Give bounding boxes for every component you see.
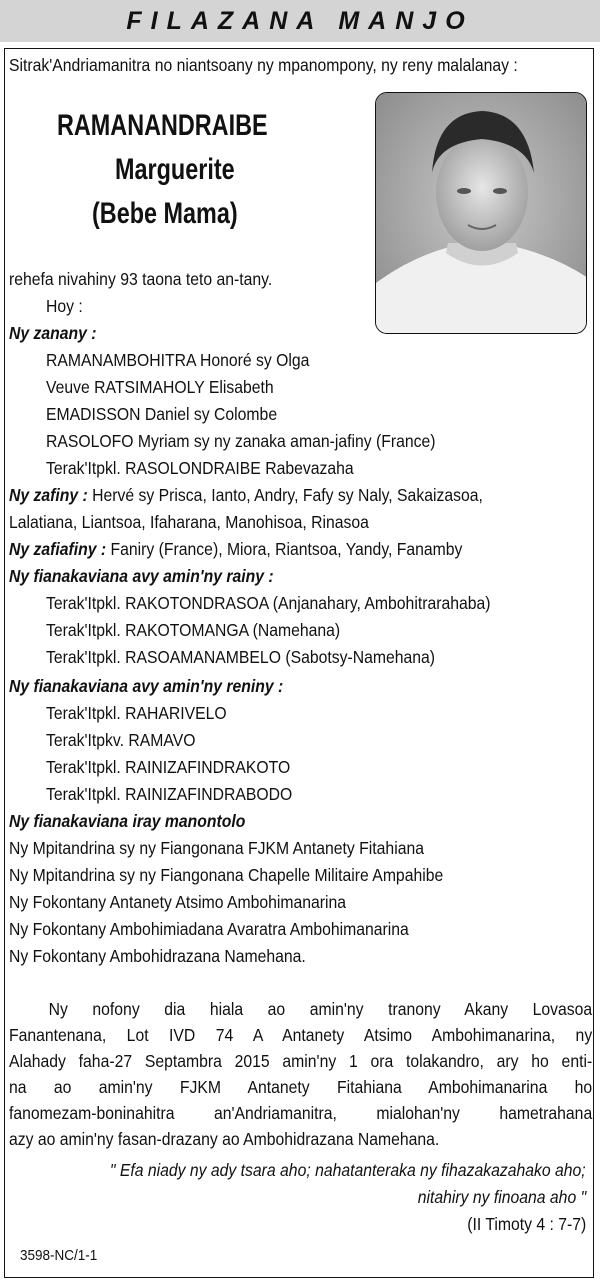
age-line: rehefa nivahiny 93 taona teto an-tany. (9, 269, 273, 289)
zanany-label: Ny zanany : (9, 323, 97, 343)
zafiafiny-label: Ny zafiafiny : (9, 539, 107, 559)
verse-line-2: nitahiry ny finoana aho " (417, 1187, 586, 1207)
other-item: Ny Mpitandrina sy ny Fiangonana FJKM Antanety Fitahiana (9, 838, 424, 858)
zafiny-label: Ny zafiny : (9, 485, 88, 505)
announcement-line: Fanantenana, Lot IVD 74 A Antanety Atsimo Ambohimanarina, ny (9, 1025, 593, 1045)
verse-reference: (II Timoty 4 : 7-7) (466, 1214, 586, 1234)
other-item: Ny Mpitandrina sy ny Fiangonana Chapelle Militaire Ampahibe (9, 865, 444, 885)
rainy-label: Ny fianakaviana avy amin'ny rainy : (9, 566, 274, 586)
zanany-item: RAMANAMBOHITRA Honoré sy Olga (46, 350, 310, 370)
zafiafiny-names: Faniry (France), Miora, Riantsoa, Yandy, Fanamby (110, 539, 463, 559)
reniny-item: Terak'Itpkl. RAINIZAFINDRAKOTO (46, 757, 291, 777)
zafiny-names-cont: Lalatiana, Liantsoa, Ifaharana, Manohisoa, Rinasoa (9, 512, 369, 532)
reniny-item: Terak'Itpkl. RAHARIVELO (46, 703, 227, 723)
rainy-item: Terak'Itpkl. RASOAMANAMBELO (Sabotsy-Namehana) (46, 647, 436, 667)
announcement-line: Ny nofony dia hiala ao amin'ny tranony Akany Lovasoa (48, 999, 593, 1019)
reniny-item: Terak'Itpkv. RAMAVO (46, 730, 196, 750)
zafiafiny-line (9, 536, 462, 562)
iray-label: Ny fianakaviana iray manontolo (9, 811, 246, 831)
intro-text: Sitrak'Andriamanitra no niantsoany ny mpanompony, ny reny malalanay : (9, 55, 518, 75)
header-title: FILAZANA MANJO (126, 7, 474, 35)
deceased-photo (375, 92, 587, 334)
zanany-item: EMADISSON Daniel sy Colombe (46, 404, 278, 424)
zanany-item: Terak'Itpkl. RASOLONDRAIBE Rabevazaha (46, 458, 354, 478)
other-item: Ny Fokontany Ambohimiadana Avaratra Ambohimanarina (9, 919, 409, 939)
header-bar (0, 0, 600, 42)
other-item: Ny Fokontany Antanety Atsimo Ambohimanarina (9, 892, 347, 912)
reference-code: 3598-NC/1-1 (20, 1247, 98, 1264)
rainy-item: Terak'Itpkl. RAKOTOMANGA (Namehana) (46, 620, 341, 640)
zafiny-names: Hervé sy Prisca, Ianto, Andry, Fafy sy Naly, Sakaizasoa, (92, 485, 483, 505)
other-item: Ny Fokontany Ambohidrazana Namehana. (9, 946, 306, 966)
reniny-item: Terak'Itpkl. RAINIZAFINDRABODO (46, 784, 293, 804)
announcement-line: Alahady faha-27 Septambra 2015 amin'ny 1 ora tolakandro, ary ho enti- (9, 1051, 593, 1071)
announcement-line: fanomezam-boninahitra an'Andriamanitra, mialohan'ny hametrahana (9, 1103, 593, 1123)
hoy-label: Hoy : (46, 296, 83, 316)
verse-line-1: " Efa niady ny ady tsara aho; nahatanteraka ny fihazakazahako aho; (110, 1160, 586, 1180)
zanany-item: RASOLOFO Myriam sy ny zanaka aman-jafiny (France) (46, 431, 436, 451)
reniny-label: Ny fianakaviana avy amin'ny reniny : (9, 676, 284, 696)
rainy-item: Terak'Itpkl. RAKOTONDRASOA (Anjanahary, Ambohitrarahaba) (46, 593, 491, 613)
zafiny-line (9, 482, 483, 508)
deceased-surname: RAMANANDRAIBE (57, 109, 268, 142)
zanany-item: Veuve RATSIMAHOLY Elisabeth (46, 377, 274, 397)
announcement-line: na ao amin'ny FJKM Antanety Fitahiana Ambohimanarina ho (9, 1077, 593, 1097)
announcement-line: azy ao amin'ny fasan-drazany ao Ambohidrazana Namehana. (9, 1129, 440, 1149)
deceased-nickname: (Bebe Mama) (92, 197, 238, 230)
deceased-firstname: Marguerite (115, 153, 235, 186)
announcement-paragraph (9, 996, 592, 1152)
